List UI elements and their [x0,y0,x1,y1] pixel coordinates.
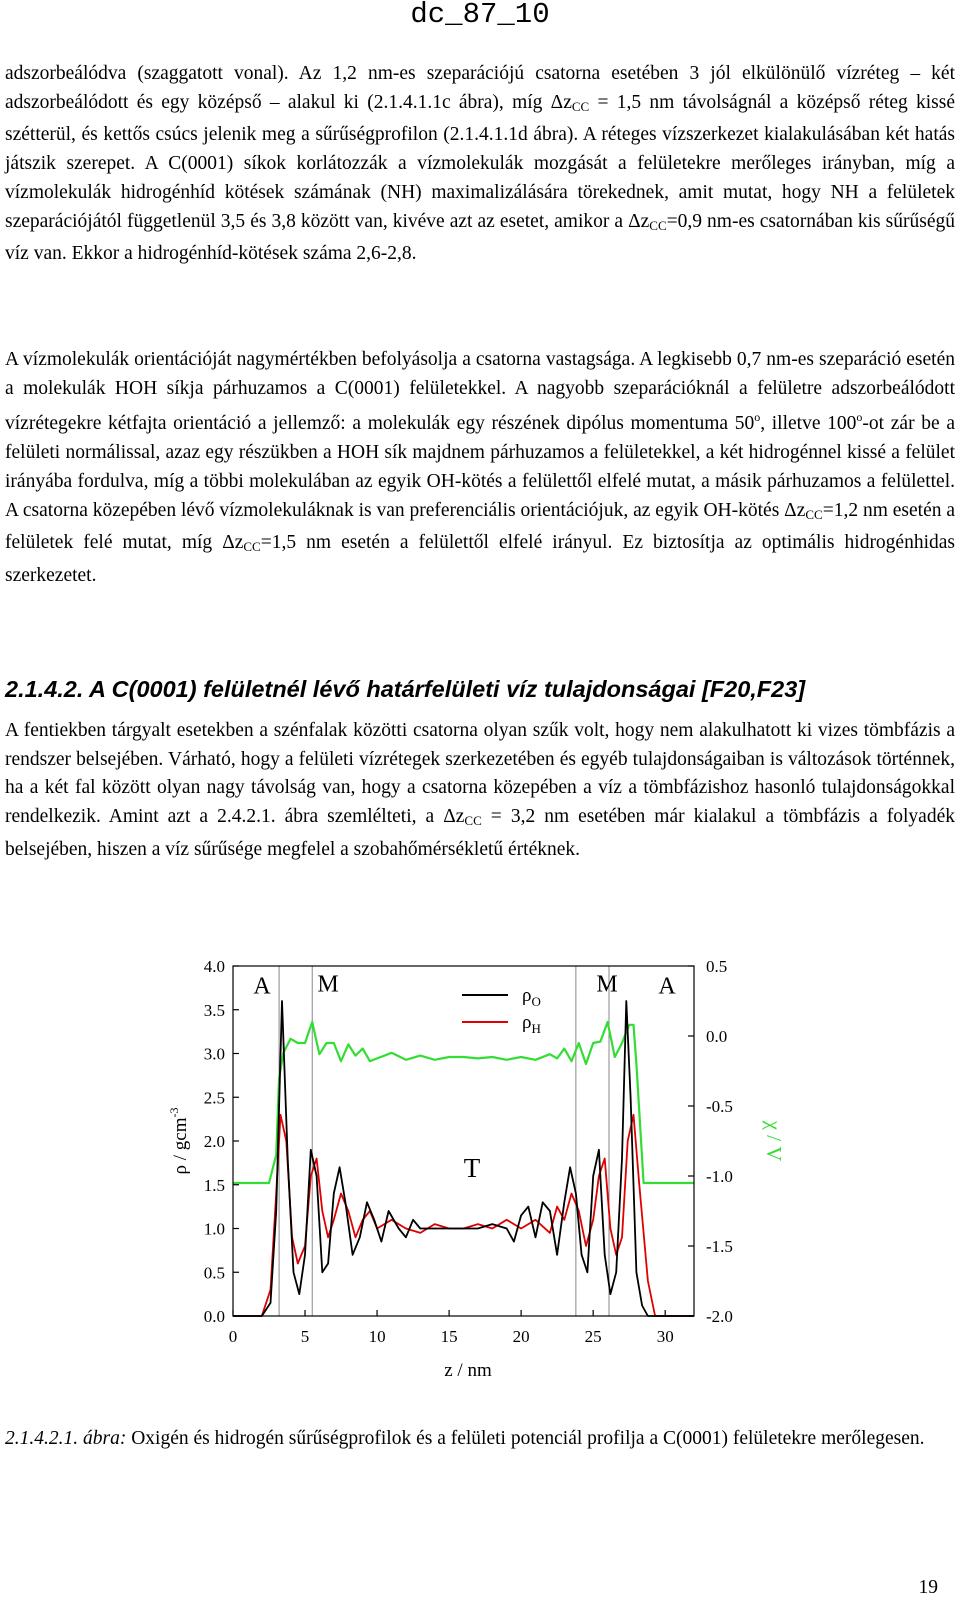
y2-tick-label: 0.5 [706,957,728,976]
paragraph-2 [5,346,955,591]
density-profile-chart [0,950,960,1410]
y2-tick-label: -0.5 [706,1097,733,1116]
page-number: 19 [918,1577,938,1598]
caption-label: ábra: [83,1428,127,1449]
x-tick-label: 15 [440,1327,458,1346]
subscript-cc: CC [464,813,482,829]
paragraph-2-text-e: =1,5 nm esetén a felülettől elfelé irányul. Ez biztosítja az optimális hidrogénhidas szerkezetet. [5,532,955,586]
x-tick-label: 25 [584,1327,602,1346]
region-label: M [317,971,339,998]
x-tick-label: 0 [228,1327,238,1346]
region-label: T [463,1153,481,1184]
subscript-cc: CC [571,98,590,114]
y-tick-label: 1.5 [203,1175,225,1195]
degree-superscript: o [856,410,863,425]
y-tick-label: 3.5 [203,1000,225,1020]
paragraph-1-text-b: = 1,5 nm távolságnál a középső réteg kissé szétterül, és kettős csúcs jelenik meg a sűrűségprofilon (2.1.4.1.1d ábra). A réteges vízszerkezet kialakulásában két hatás játszik szerepet. A C(0001) síkok korlátozzák a vízmolekulák mozgását a felületekre merőleges irányban, míg a vízmolekulák hidrogénhíd kötések számának (NH) maximalizálására törekednek, amit mutat, hogy NH a felületek szeparációjától függetlenül 3,5 és 3,8 között van, kivéve azt az esetet, amikor a Δz [5,91,956,232]
region-label: M [596,971,618,998]
caption-text: Oxigén és hidrogén sűrűségprofilok és a felületi potenciál profilja a C(0001) felületekre merőlegesen. [126,1428,925,1449]
y-tick-label: 4.0 [203,957,225,976]
y-tick-label: 2.5 [203,1088,225,1108]
figure-caption [5,1424,955,1453]
legend-label-hydrogen: $\rho_H$ [522,1012,541,1036]
y2-tick-label: -1.0 [706,1167,733,1186]
region-label: A [658,973,676,1000]
x-tick-label: 30 [656,1327,674,1346]
y-tick-label: 3.0 [203,1044,225,1064]
paragraph-3 [5,717,955,865]
plot-frame [233,966,694,1316]
hydrogen-density-line [233,1115,694,1316]
x-tick-label: 20 [512,1327,530,1346]
page-header-doc-id: dc_87_10 [410,0,550,31]
y-tick-label: 1.0 [203,1219,225,1239]
paragraph-1-text-c: =0,9 nm-es csatornában kis sűrűségű víz van. Ekkor a hidrogénhíd-kötések száma 2,6-2,8. [5,210,955,265]
region-label: A [253,973,271,1000]
y-axis-label: ρ / gcm$^{-3}$ [167,1107,191,1175]
x-tick-label: 5 [300,1327,310,1346]
y2-tick-label: -1.5 [706,1237,733,1256]
section-heading: 2.1.4.2. A C(0001) felületnél lévő határfelületi víz tulajdonságai [F20,F23] [5,676,806,702]
subscript-cc: CC [805,506,823,522]
subscript-cc: CC [649,217,667,233]
y-tick-label: 0.0 [203,1307,225,1326]
y2-axis-label: χ / V [762,1120,786,1162]
y-tick-label: 2.0 [203,1132,225,1151]
y2-tick-label: -2.0 [706,1307,733,1326]
subscript-cc: CC [243,539,261,555]
y2-tick-label: 0.0 [706,1027,728,1046]
degree-superscript: o [754,410,761,425]
density-profile-figure [0,950,960,1410]
y-tick-label: 0.5 [203,1263,225,1283]
paragraph-2-text-b: , illetve 100 [760,413,857,435]
chart-legend [462,985,541,1036]
paragraph-3-text-a: A fentiekben tárgyalt esetekben a szénfalak közötti csatorna olyan szűk volt, hogy nem alakulhatott ki vizes tömbfázis a rendszer belsejében. Várható, hogy a felületi vízrétegek szerkezetében és egyéb tulajdonságaiban is változások történnek, ha a két fal között olyan nagy távolság van, hogy a csatorna közepében a víz a tömbfázishoz hasonló tulajdonságokkal rendelkezik. Amint azt a 2.4.2.1. ábra szemlélteti, a Δz [5,720,955,828]
x-tick-label: 10 [368,1327,386,1346]
x-axis-label: z / nm [444,1360,492,1381]
caption-number: 2.1.4.2.1. [5,1428,83,1449]
legend-label-oxygen: $\rho_O$ [522,985,541,1009]
paragraph-3-text-b: = 3,2 nm esetében már kialakul a tömbfázis a folyadék belsejében, hiszen a víz sűrűsége megfelel a szobahőmérsékletű értéknek. [5,806,955,860]
paragraph-1 [5,60,955,269]
paragraph-2-text-d: =1,2 nm esetén a felületek felé mutat, míg Δz [5,499,956,554]
paragraph-1-text-a: adszorbeálódva (szaggatott vonal). Az 1,2 nm-es szeparációjú csatorna esetében 3 jól elkülönülő vízréteg – két adszorbeálódott és egy középső – alakul ki (2.1.4.1.1c ábra), míg Δz [5,63,955,113]
paragraph-2-text-c: -ot zár be a felületi normálissal, azaz egy részükben a HOH sík majdnem párhuzamos a felületekkel, a két hidrogénnel kissé a felület irányába fordulva, míg a többi molekulában az egyik OH-kötés a felülettől elfelé mutat, a másik párhuzamos a felülettel. A csatorna közepében lévő vízmolekuláknak is van preferenciális orientációjuk, az egyik OH-kötés Δz [5,413,955,521]
paragraph-2-text-a: A vízmolekulák orientációját nagymértékben befolyásolja a csatorna vastagsága. A legkisebb 0,7 nm-es szeparáció esetén a molekulák HOH síkja párhuzamos a C(0001) felületekkel. A nagyobb szeparációknál a felületre adszorbeálódott vízrétegekre kétfajta orientáció a jellemző: a molekulák egy részének dipólus momentuma 50 [5,349,955,435]
